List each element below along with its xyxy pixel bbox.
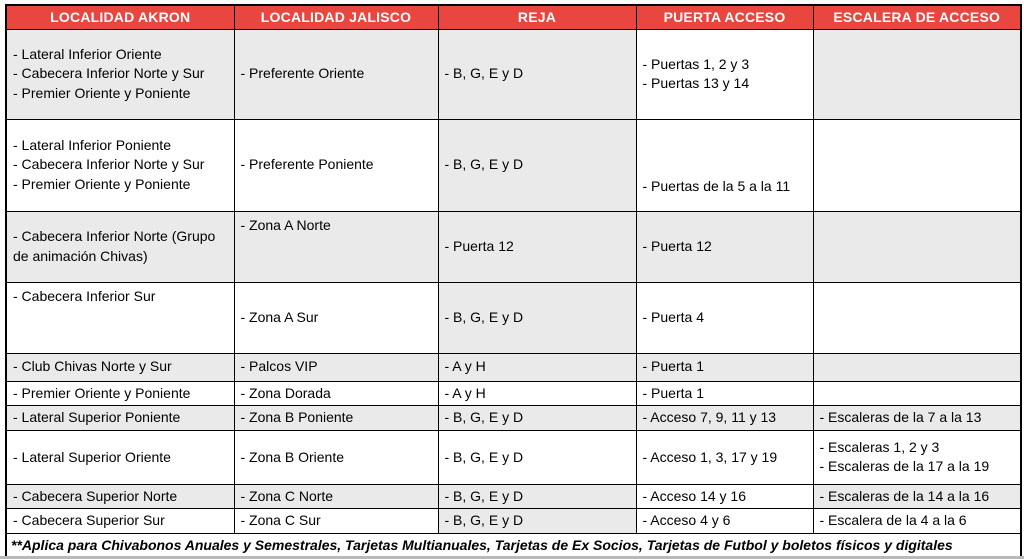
localidad-akron-r10	[6, 509, 234, 534]
cell-line: - Cabecera Superior Norte	[13, 487, 178, 504]
cell-line: - Acceso 1, 3, 17 y 19	[642, 448, 778, 465]
cell-line: - Zona B Poniente	[240, 409, 354, 426]
localidad-jalisco-r7	[234, 405, 438, 430]
cell-line: - Puertas de la 5 a la 11	[642, 178, 791, 195]
localidad-jalisco-r8	[234, 430, 438, 484]
reja-r5	[438, 353, 636, 381]
localidad-akron-r1	[6, 29, 234, 119]
cell-line: - Club Chivas Norte y Sur	[13, 358, 172, 375]
table-row-3	[6, 211, 1021, 282]
cell-line: - Acceso 7, 9, 11 y 13	[642, 409, 777, 426]
table-row-7	[6, 405, 1021, 430]
cell-line: - Escalera de la 4 a la 6	[819, 512, 967, 529]
puerta-acceso-r1	[636, 29, 813, 119]
puerta-acceso-r2	[636, 119, 813, 211]
cell-line: - Puerta 1	[642, 384, 704, 401]
puerta-acceso-r5	[636, 353, 813, 381]
escalera-de-acceso-r5	[813, 353, 1021, 381]
cell-line: - Puerta 12	[642, 237, 712, 254]
localidad-jalisco-r10	[234, 509, 438, 534]
escalera-de-acceso-r6	[813, 381, 1021, 405]
cell-line: - Lateral Superior Oriente	[13, 448, 171, 465]
escalera-de-acceso-r9	[813, 484, 1021, 508]
escalera-de-acceso-r10	[813, 509, 1021, 534]
cell-line: - Escaleras de la 14 a la 16	[819, 487, 990, 504]
puerta-acceso-r10	[636, 509, 813, 534]
table-row-10	[6, 509, 1021, 534]
cell-line: - B, G, E y D	[444, 156, 524, 173]
cell-line: - B, G, E y D	[444, 448, 524, 465]
table-row-1	[6, 29, 1021, 119]
cell-line: - B, G, E y D	[444, 512, 524, 529]
cell-line: - Palcos VIP	[240, 358, 318, 375]
puerta-acceso-r3	[636, 211, 813, 282]
localidad-akron-r4	[6, 282, 234, 353]
reja-r2	[438, 119, 636, 211]
localidad-jalisco-r4	[234, 282, 438, 353]
localidad-akron-r5	[6, 353, 234, 381]
table-row-9	[6, 484, 1021, 508]
escalera-de-acceso-r1	[813, 29, 1021, 119]
cell-line: - Lateral Inferior Oriente	[13, 46, 162, 63]
cell-line: - Zona B Oriente	[240, 448, 344, 465]
localidad-akron-r6	[6, 381, 234, 405]
cell-line: - Puertas 13 y 14	[642, 75, 750, 91]
cell-line: - Puerta 12	[444, 237, 514, 254]
reja-r3	[438, 211, 636, 282]
reja-r10	[438, 509, 636, 534]
cell-line: - B, G, E y D	[444, 65, 524, 82]
cell-line: - B, G, E y D	[444, 409, 524, 426]
table-header-row	[6, 5, 1021, 29]
table-row-4	[6, 282, 1021, 353]
cell-line: - Zona C Sur	[240, 512, 321, 529]
cell-line: - Puertas 1, 2 y 3	[642, 55, 750, 72]
cell-line: - Zona Dorada	[240, 384, 331, 401]
escalera-de-acceso-r4	[813, 282, 1021, 353]
localidad-jalisco-r1	[234, 29, 438, 119]
cell-line: - Lateral Inferior Poniente	[13, 137, 171, 154]
localidad-jalisco-r5	[234, 353, 438, 381]
escalera-de-acceso-r7	[813, 405, 1021, 430]
footnote-text: **Aplica para Chivabonos Anuales y Semestrales, Tarjetas Multianuales, Tarjetas de Ex Socios, Tarjetas de Futbol y boletos físicos y digitales	[6, 534, 1021, 558]
column-header-puerta-acceso: PUERTA ACCESO	[636, 5, 813, 29]
reja-r4	[438, 282, 636, 353]
localidad-akron-r8	[6, 430, 234, 484]
cell-line: - Cabecera Inferior Norte y Sur	[13, 65, 205, 82]
localidad-jalisco-r2	[234, 119, 438, 211]
column-header-localidad-akron: LOCALIDAD AKRON	[6, 5, 234, 29]
localidad-akron-r7	[6, 405, 234, 430]
reja-r1	[438, 29, 636, 119]
table-body	[6, 29, 1021, 534]
escalera-de-acceso-r2	[813, 119, 1021, 211]
table-row-6	[6, 381, 1021, 405]
cell-line: - A y H	[444, 358, 486, 375]
cell-line: - Preferente Poniente	[240, 156, 374, 173]
cell-line: - Premier Oriente y Poniente	[13, 84, 191, 101]
reja-r9	[438, 484, 636, 508]
table-row-8	[6, 430, 1021, 484]
stadium-access-table	[5, 4, 1022, 559]
cell-line: - Preferente Oriente	[240, 65, 365, 82]
column-header-escalera-de-acceso: ESCALERA DE ACCESO	[813, 5, 1021, 29]
puerta-acceso-r4	[636, 282, 813, 353]
puerta-acceso-r6	[636, 381, 813, 405]
cell-line: - Zona A Norte	[240, 216, 331, 233]
cell-line: - Premier Oriente y Poniente	[13, 175, 191, 192]
localidad-akron-r9	[6, 484, 234, 508]
cell-line: - B, G, E y D	[444, 487, 524, 504]
column-header-localidad-jalisco: LOCALIDAD JALISCO	[234, 5, 438, 29]
cell-line: - Cabecera Inferior Sur	[13, 287, 156, 304]
localidad-akron-r2	[6, 119, 234, 211]
cell-line: - Cabecera Inferior Norte (Grupo de animación Chivas)	[13, 228, 216, 264]
puerta-acceso-r9	[636, 484, 813, 508]
localidad-jalisco-r9	[234, 484, 438, 508]
cell-line: - B, G, E y D	[444, 308, 524, 325]
localidad-akron-r3	[6, 211, 234, 282]
cell-line: - Acceso 4 y 6	[642, 512, 731, 529]
reja-r8	[438, 430, 636, 484]
puerta-acceso-r7	[636, 405, 813, 430]
escalera-de-acceso-r3	[813, 211, 1021, 282]
cell-line: - Escaleras de la 17 a la 19	[819, 458, 990, 475]
cell-line: - Lateral Superior Poniente	[13, 409, 181, 426]
cell-line: - Premier Oriente y Poniente	[13, 384, 191, 401]
cell-line: - Puerta 1	[642, 358, 704, 375]
cell-line: - Acceso 14 y 16	[642, 487, 747, 504]
localidad-jalisco-r3	[234, 211, 438, 282]
puerta-acceso-r8	[636, 430, 813, 484]
reja-r7	[438, 405, 636, 430]
table-row-2	[6, 119, 1021, 211]
cell-line: - Cabecera Superior Sur	[13, 512, 165, 529]
reja-r6	[438, 381, 636, 405]
escalera-de-acceso-r8	[813, 430, 1021, 484]
cell-line: - Puerta 4	[642, 308, 704, 325]
localidad-jalisco-r6	[234, 381, 438, 405]
cell-line: - A y H	[444, 384, 486, 401]
cell-line: - Zona C Norte	[240, 487, 334, 504]
cell-line: - Zona A Sur	[240, 308, 319, 325]
column-header-reja: REJA	[438, 5, 636, 29]
cell-line: - Escaleras de la 7 a la 13	[819, 409, 982, 426]
footnote-row	[6, 534, 1021, 558]
cell-line: - Escaleras 1, 2 y 3	[819, 439, 940, 455]
cell-line: - Cabecera Inferior Norte y Sur	[13, 156, 205, 173]
table-row-5	[6, 353, 1021, 381]
